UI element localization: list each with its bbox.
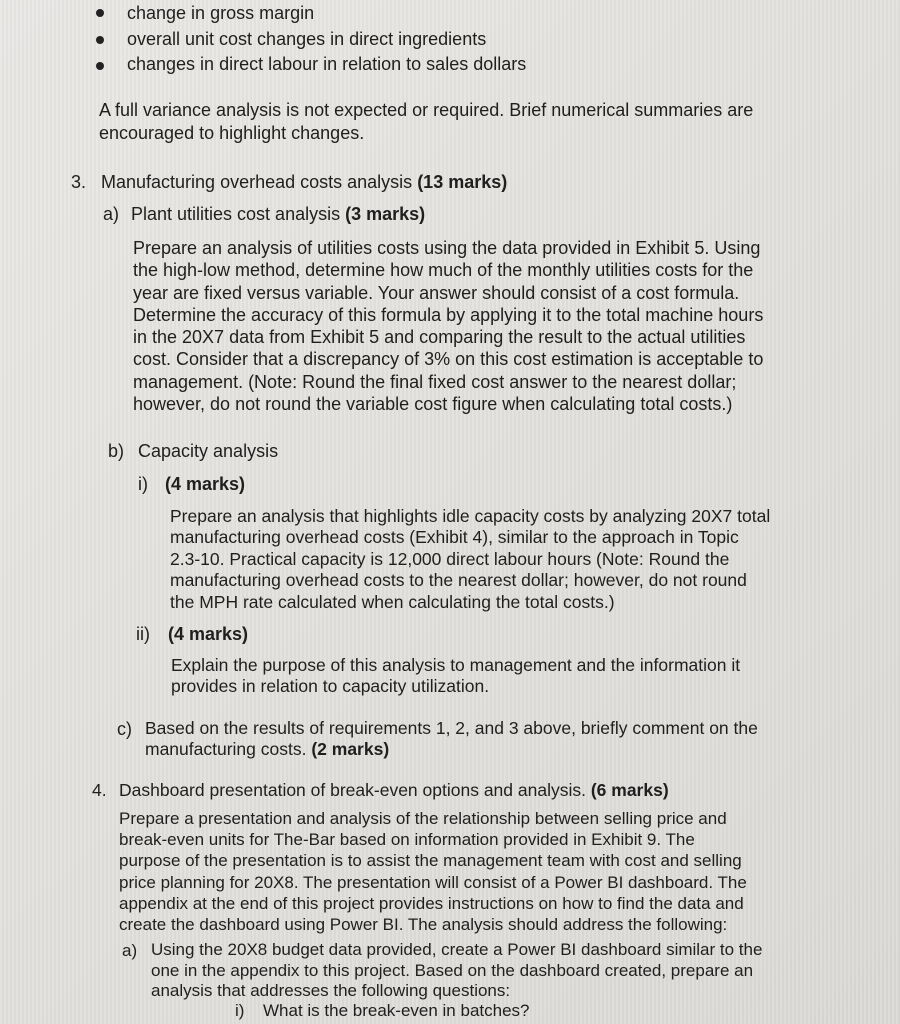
bullet-dot (96, 9, 104, 17)
q3bi-line: Prepare an analysis that highlights idle capacity costs by analyzing 20X7 total (170, 506, 771, 526)
q3bii-marks (168, 623, 248, 645)
variance-note-line: encouraged to highlight changes. (99, 123, 365, 143)
bullet-item: overall unit cost changes in direct ingredients (127, 29, 487, 49)
q3c-line: Based on the results of requirements 1, 2, and 3 above, briefly comment on the (145, 718, 758, 738)
q3bii-marks-text: (4 marks) (168, 624, 249, 644)
q4-line: create the dashboard using Power BI. The analysis should address the following: (119, 915, 728, 935)
q3c-marks: (2 marks) (311, 739, 390, 759)
q3a-line: the high-low method, determine how much of the monthly utilities costs for the (133, 260, 754, 281)
q3-number: 3. (71, 172, 87, 192)
q4-marks: (6 marks) (590, 780, 669, 800)
q3bi-line: the MPH rate calculated when calculating the total costs.) (170, 591, 615, 612)
q3a-line: Prepare an analysis of utilities costs using the data provided in Exhibit 5. Using (133, 238, 761, 258)
variance-note (99, 99, 753, 145)
q3bi-label: i) (138, 474, 148, 494)
q3bii-line: Explain the purpose of this analysis to management and the information it (171, 655, 741, 675)
q3a-line: year are fixed versus variable. Your answer should consist of a cost formula. (133, 282, 740, 303)
variance-note-line: A full variance analysis is not expected or required. Brief numerical summaries are (99, 100, 754, 120)
q3a-body (133, 237, 763, 415)
q3a-line: in the 20X7 data from Exhibit 5 and comparing the result to the actual utilities (133, 327, 746, 348)
q3-title: Manufacturing overhead costs analysis (101, 172, 413, 192)
q3bi-marks-text: (4 marks) (165, 474, 246, 494)
q3bi-marks (165, 473, 245, 495)
q3c-body (145, 718, 758, 760)
q3c-line2 (145, 739, 758, 760)
q4-number: 4. (92, 780, 107, 800)
q4-body (119, 808, 747, 935)
q4ai-text: What is the break-even in batches? (263, 1001, 530, 1020)
q3bii-body (171, 655, 740, 697)
q3a-line: cost. Consider that a discrepancy of 3% on this cost estimation is acceptable to (133, 349, 764, 370)
bullet-dot (96, 62, 104, 70)
q4a-line: analysis that addresses the following questions: (151, 981, 511, 1000)
q4-line: break-even units for The-Bar based on information provided in Exhibit 9. The (119, 830, 695, 850)
q4-line: Prepare a presentation and analysis of the relationship between selling price and (119, 809, 727, 828)
q4-heading (119, 779, 669, 801)
q3-marks: (13 marks) (417, 172, 508, 192)
q3bi-line: manufacturing overhead costs to the nearest dollar; however, do not round (170, 570, 747, 591)
q4-line: purpose of the presentation is to assist the management team with cost and selling (119, 851, 742, 871)
q4-line: appendix at the end of this project provides instructions on how to find the data and (119, 893, 744, 913)
q3a-label: a) (103, 204, 120, 224)
q3a-heading (131, 203, 425, 225)
q3a-marks: (3 marks) (345, 204, 426, 224)
q3a-title: Plant utilities cost analysis (131, 204, 341, 224)
q3b-title: Capacity analysis (138, 441, 279, 461)
q3-heading (101, 171, 507, 193)
q3c-label: c) (117, 719, 132, 739)
q4a-label: a) (122, 941, 138, 960)
bullet-dot (96, 36, 104, 44)
q3bi-line: 2.3-10. Practical capacity is 12,000 direct labour hours (Note: Round the (170, 548, 730, 569)
q4a-line: Using the 20X8 budget data provided, create a Power BI dashboard similar to the (151, 940, 763, 959)
q4-title: Dashboard presentation of break-even options and analysis. (119, 780, 586, 800)
q3a-line: management. (Note: Round the final fixed cost answer to the nearest dollar; (133, 371, 737, 392)
q3bii-line: provides in relation to capacity utilization. (171, 676, 490, 696)
q3a-line: Determine the accuracy of this formula by applying it to the total machine hours (133, 304, 764, 325)
q4ai-label: i) (235, 1001, 245, 1020)
q3b-label: b) (108, 441, 125, 461)
q3bi-line: manufacturing overhead costs (Exhibit 4), similar to the approach in Topic (170, 527, 739, 548)
q3bi-body (170, 506, 770, 613)
q3a-line: however, do not round the variable cost figure when calculating total costs.) (133, 394, 733, 415)
q4-line: price planning for 20X8. The presentation will consist of a Power BI dashboard. The (119, 872, 747, 892)
q3c-line2-text: manufacturing costs. (145, 739, 307, 759)
q4a-body (151, 940, 762, 1002)
q4a-line: one in the appendix to this project. Based on the dashboard created, prepare an (151, 960, 754, 980)
bullet-item: change in gross margin (127, 3, 315, 23)
bullet-item: changes in direct labour in relation to sales dollars (127, 54, 527, 74)
q3bii-label: ii) (136, 624, 150, 644)
